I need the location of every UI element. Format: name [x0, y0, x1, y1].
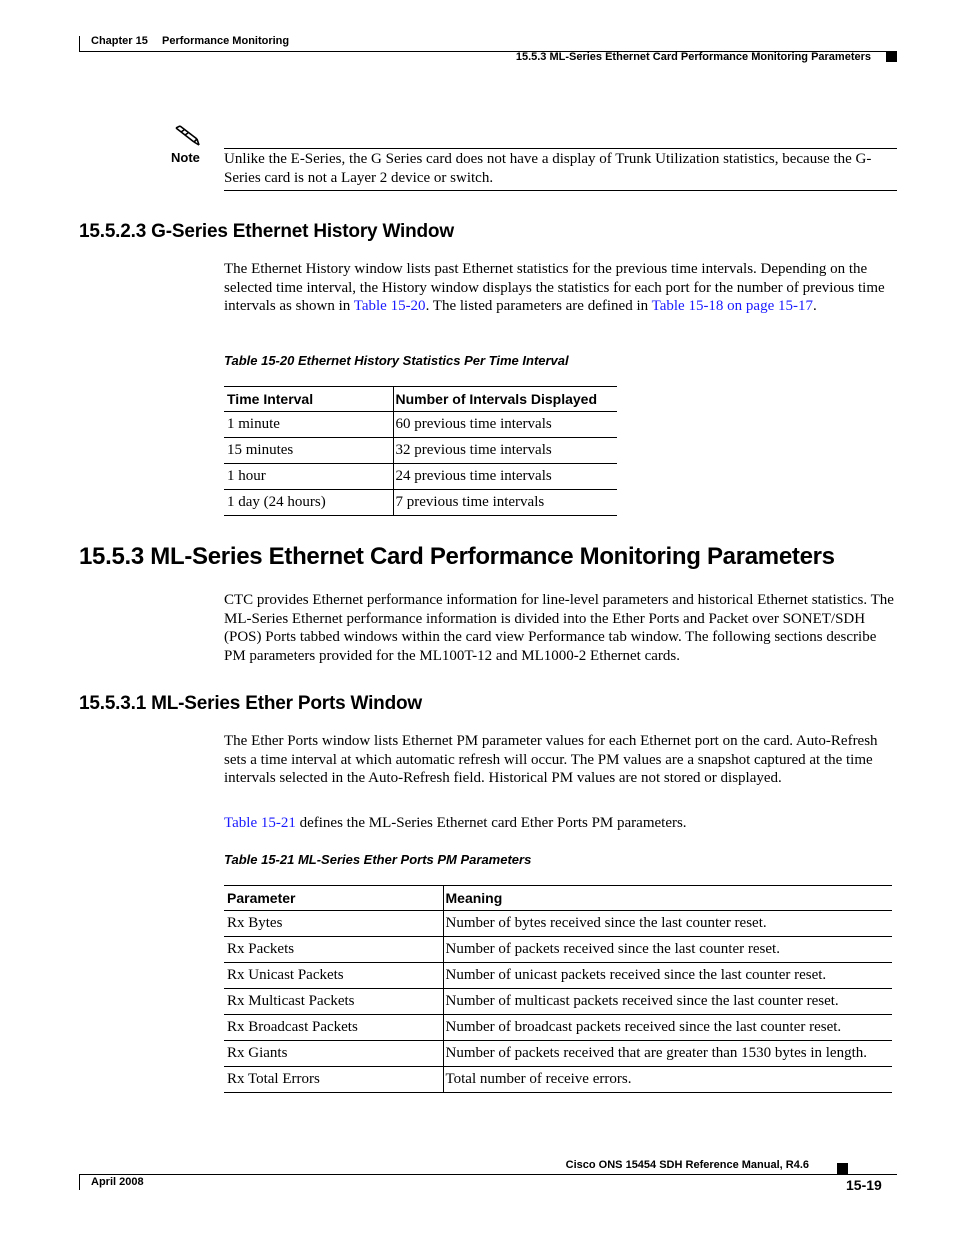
table-cell: Rx Total Errors	[224, 1067, 443, 1093]
ether-ports-table-ref-text: defines the ML-Series Ethernet card Ether Ports PM parameters.	[295, 815, 687, 831]
table-row	[224, 438, 617, 464]
table-cell: Rx Bytes	[224, 911, 443, 937]
table-cell: Rx Giants	[224, 1041, 443, 1067]
ether-ports-table-ref	[224, 814, 900, 833]
table-15-20	[224, 386, 617, 516]
footer-rule	[79, 1174, 897, 1175]
gseries-history-text-1: The Ethernet History window lists past Ethernet statistics for the previous time intervals. Depending on the selected time interval, the History window displays the statistics for each port for the number of previous time intervals as shown in	[224, 261, 885, 315]
note-text: Unlike the E-Series, the G Series card does not have a display of Trunk Utilization statistics, because the G-Series card is not a Layer 2 device or switch.	[224, 151, 872, 186]
table-15-21	[224, 885, 892, 1093]
note-label: Note	[171, 150, 200, 165]
table-cell: Rx Unicast Packets	[224, 963, 443, 989]
table-row	[224, 937, 892, 963]
table-cell: Number of unicast packets received since the last counter reset.	[443, 963, 892, 989]
gseries-history-text-3: .	[813, 298, 817, 315]
table-row	[224, 989, 892, 1015]
table-cell: Total number of receive errors.	[443, 1067, 892, 1093]
footer-date: April 2008	[91, 1176, 144, 1188]
note-pencil-icon	[172, 125, 202, 147]
table-row	[224, 464, 617, 490]
note-top-rule	[224, 148, 897, 149]
heading-gseries-history: 15.5.2.3 G-Series Ethernet History Window	[79, 221, 454, 242]
table-cell: 1 day (24 hours)	[224, 490, 393, 516]
footer-manual-title: Cisco ONS 15454 SDH Reference Manual, R4.6	[565, 1159, 809, 1171]
link-table-15-18[interactable]: Table 15-18 on page 15-17	[651, 298, 813, 315]
header-chapter: Chapter 15	[91, 35, 148, 47]
header-left-rule	[79, 36, 80, 52]
table-cell: Number of multicast packets received since the last counter reset.	[443, 989, 892, 1015]
table-row	[224, 963, 892, 989]
table-cell: Rx Broadcast Packets	[224, 1015, 443, 1041]
table-15-21-caption: Table 15-21 ML-Series Ether Ports PM Parameters	[224, 852, 532, 867]
table-row	[224, 911, 892, 937]
footer-left-rule	[79, 1174, 80, 1190]
table-cell: Number of packets received that are greater than 1530 bytes in length.	[443, 1041, 892, 1067]
table-15-20-caption: Table 15-20 Ethernet History Statistics Per Time Interval	[224, 353, 569, 368]
header-black-box	[886, 51, 897, 62]
table-header-cell: Number of Intervals Displayed	[393, 387, 617, 412]
gseries-history-paragraph	[224, 260, 900, 316]
header-chapter-title: Performance Monitoring	[162, 35, 290, 47]
note-bottom-rule	[224, 190, 897, 191]
table-row	[224, 1015, 892, 1041]
ml-series-pm-paragraph: CTC provides Ethernet performance information for line-level parameters and historical Ethernet statistics. The ML-Series Ethernet performance information is divided into the Ether Ports and Packet over SONET/SDH (POS) Ports tabbed windows within the card view Performance tab window. The following sections describe PM parameters provided for the ML100T-12 and ML1000-2 Ethernet cards.	[224, 592, 894, 665]
table-cell: Number of broadcast packets received since the last counter reset.	[443, 1015, 892, 1041]
table-cell: 32 previous time intervals	[393, 438, 617, 464]
table-cell: 7 previous time intervals	[393, 490, 617, 516]
table-cell: 24 previous time intervals	[393, 464, 617, 490]
table-row	[224, 1067, 892, 1093]
footer-page-number: 15-19	[846, 1177, 882, 1193]
table-cell: Rx Packets	[224, 937, 443, 963]
table-cell: 60 previous time intervals	[393, 412, 617, 438]
table-row	[224, 412, 617, 438]
table-cell: 15 minutes	[224, 438, 393, 464]
table-cell: Number of bytes received since the last counter reset.	[443, 911, 892, 937]
table-header-cell: Parameter	[224, 886, 443, 911]
heading-ether-ports-window: 15.5.3.1 ML-Series Ether Ports Window	[79, 693, 422, 714]
link-table-15-21[interactable]: Table 15-21	[224, 815, 296, 831]
table-row	[224, 1041, 892, 1067]
table-header-cell: Time Interval	[224, 387, 393, 412]
table-cell: 1 minute	[224, 412, 393, 438]
table-row	[224, 490, 617, 516]
table-cell: Number of packets received since the last counter reset.	[443, 937, 892, 963]
gseries-history-text-2: . The listed parameters are defined in	[425, 298, 652, 315]
table-header-row	[224, 387, 617, 412]
heading-ml-series-pm: 15.5.3 ML-Series Ethernet Card Performance Monitoring Parameters	[79, 543, 835, 570]
table-header-row	[224, 886, 892, 911]
header-section-ref: 15.5.3 ML-Series Ethernet Card Performance Monitoring Parameters	[515, 51, 871, 63]
table-header-cell: Meaning	[443, 886, 892, 911]
table-cell: Rx Multicast Packets	[224, 989, 443, 1015]
table-cell: 1 hour	[224, 464, 393, 490]
link-table-15-20[interactable]: Table 15-20	[353, 298, 426, 315]
ether-ports-paragraph: The Ether Ports window lists Ethernet PM parameter values for each Ethernet port on the card. Auto-Refresh sets a time interval at which automatic refresh will occur. The PM values are a snapshot captured at the time intervals selected in the Auto-Refresh field. Historical PM values are not stored or displayed.	[224, 733, 878, 787]
